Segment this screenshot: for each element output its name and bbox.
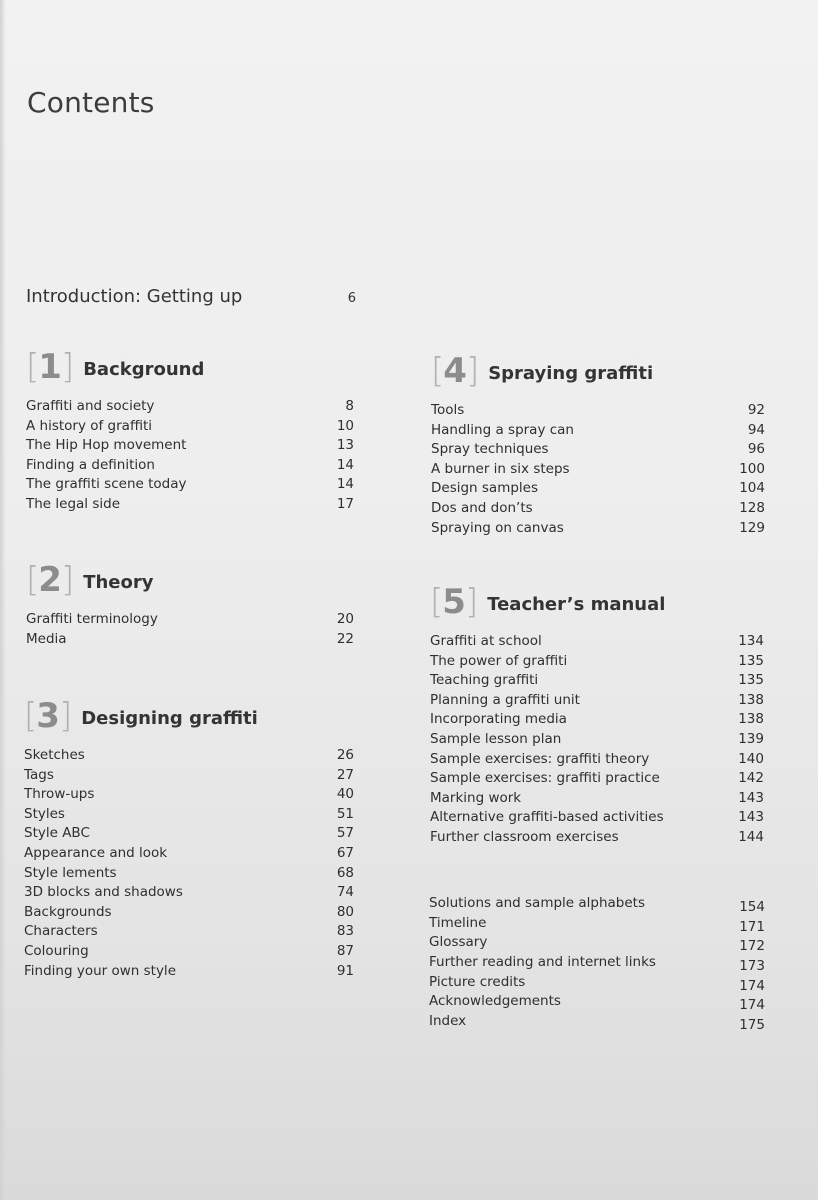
toc-entry: The power of graffiti 135 [430,652,764,669]
page-title: Contents [27,86,155,119]
toc-entry: A history of graffiti 10 [26,417,354,434]
toc-entry: Further classroom exercises 144 [430,828,764,845]
toc-section-designing-graffiti [24,696,354,982]
toc-entry: The legal side 17 [26,495,354,512]
toc-entry: Appearance and look 67 [24,844,354,861]
toc-section-theory [26,560,354,650]
toc-entry: Picture credits 174 [429,973,765,994]
toc-entry: Characters 83 [24,923,354,940]
toc-entry: Finding a definition 14 [26,456,354,473]
toc-entry: Finding your own style 91 [24,962,354,979]
toc-entry: Colouring 87 [24,942,354,959]
toc-entry: Media 22 [26,630,354,647]
toc-entry: Tags 27 [24,766,354,783]
toc-entry: Incorporating media 138 [430,711,764,728]
toc-entry: Acknowledgements 174 [429,993,765,1014]
toc-entry: Glossary 172 [429,934,765,955]
toc-entry: 3D blocks and shadows 74 [24,884,354,901]
toc-entry: Alternative graffiti-based activities 143 [430,809,764,826]
section-heading [430,582,764,622]
section-title: Spraying graffiti [488,362,654,384]
toc-entry: Sample exercises: graffiti theory 140 [430,750,764,767]
toc-entry: The Hip Hop movement 13 [26,437,354,454]
toc-entry: Index 175 [429,1013,765,1034]
toc-section-spraying-graffiti [431,351,765,539]
section-number: [4] [431,351,479,391]
section-heading [26,347,354,387]
toc-entry: Graffiti at school 134 [430,633,764,649]
toc-entry: Dos and don’ts 128 [431,499,765,516]
toc-entry: Planning a graffiti unit 138 [430,691,764,708]
toc-entry: Sketches 26 [24,747,354,763]
toc-entry: Sample exercises: graffiti practice 142 [430,770,764,787]
toc-entry: Graffiti terminology 20 [26,611,354,627]
toc-appendix [429,895,765,1033]
toc-entry: A burner in six steps 100 [431,460,765,477]
toc-entry-list [26,611,354,650]
toc-entry: Marking work 143 [430,789,764,806]
section-title: Designing graffiti [81,707,258,729]
toc-entry: Style lements 68 [24,864,354,881]
toc-entry: Timeline 171 [429,914,765,935]
section-number: [1] [26,347,74,387]
section-number: [5] [430,582,478,622]
toc-entry-list [24,747,354,982]
toc-entry-list [431,402,765,539]
section-number: [3] [24,696,72,736]
toc-entry: Throw-ups 40 [24,786,354,803]
toc-section-background [26,347,354,516]
toc-entry: The graffiti scene today 14 [26,476,354,493]
toc-section-teachers-manual [430,582,764,849]
toc-entry: Tools 92 [431,402,765,418]
toc-entry: Further reading and internet links 173 [429,954,765,975]
toc-entry: Spray techniques 96 [431,441,765,458]
toc-entry: Handling a spray can 94 [431,421,765,438]
toc-entry: Teaching graffiti 135 [430,672,764,689]
section-heading [431,351,765,391]
toc-entry: Solutions and sample alphabets 154 [429,895,765,915]
section-heading [24,696,354,736]
section-title: Background [83,358,205,380]
toc-entry: Design samples 104 [431,480,765,497]
section-title: Theory [83,571,154,593]
section-number: [2] [26,560,74,600]
toc-entry: Sample lesson plan 139 [430,730,764,747]
toc-entry: Style ABC 57 [24,825,354,842]
toc-entry: Spraying on canvas 129 [431,519,765,536]
toc-entry: Graffiti and society 8 [26,398,354,414]
toc-entry-introduction [26,286,356,307]
toc-entry-page: 6 [347,291,356,306]
toc-entry-list [26,398,354,516]
toc-entry-label: Introduction: Getting up [26,286,243,307]
section-title: Teacher’s manual [487,593,666,615]
toc-entry: Styles 51 [24,805,354,822]
toc-entry-list [429,895,765,1033]
section-heading [26,560,354,600]
toc-entry: Backgrounds 80 [24,903,354,920]
page-edge-shadow [0,0,6,1200]
toc-entry-list [430,633,764,849]
